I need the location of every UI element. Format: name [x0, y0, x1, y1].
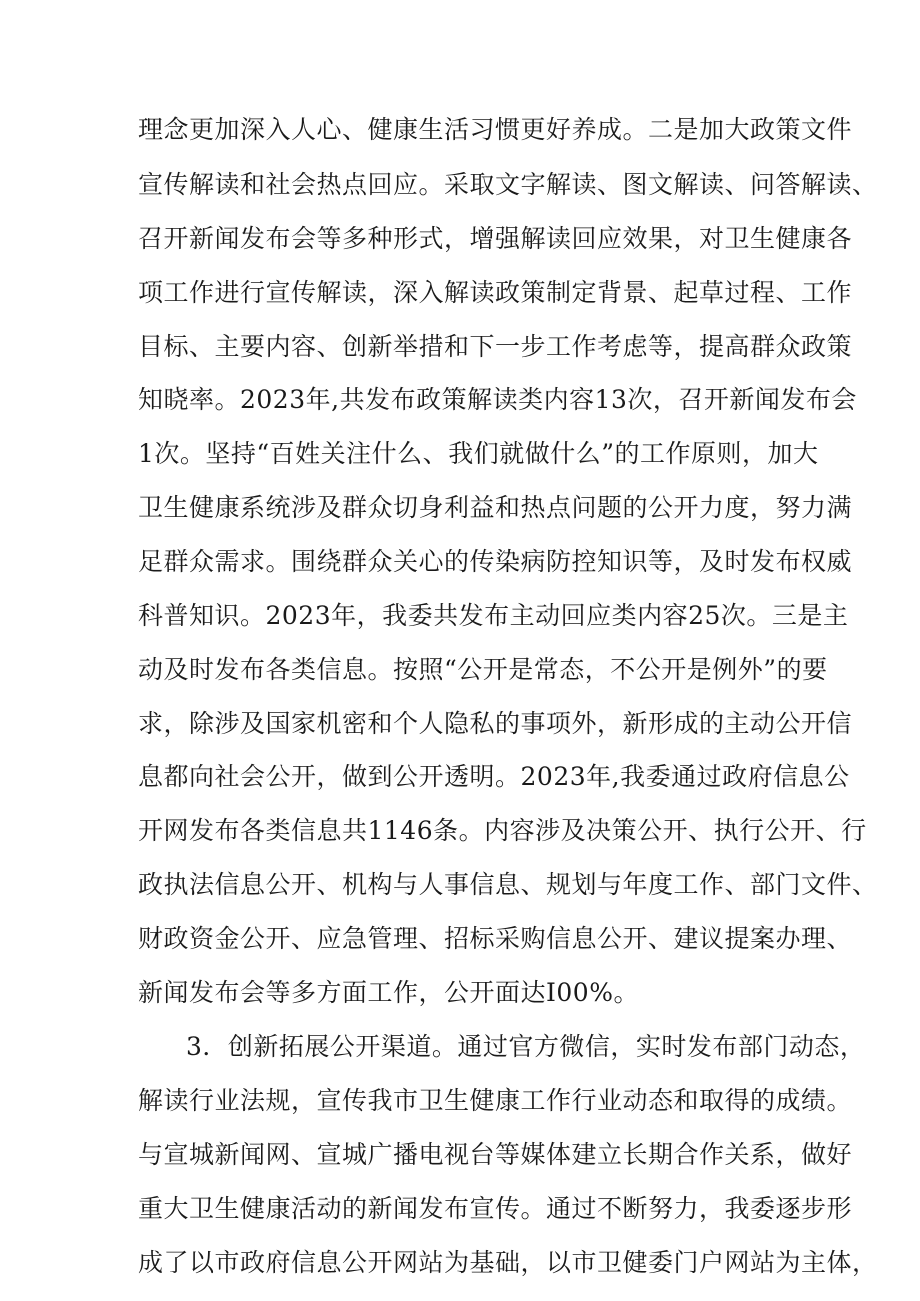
text-line: 知晓率。2023年,共发布政策解读类内容13次，召开新闻发布会 [138, 385, 857, 414]
paragraph-3-first-line: 3．创新拓展公开渠道。通过官方微信，实时发布部门动态， [186, 1032, 866, 1061]
text-line: 科普知识。2023年，我委共发布主动回应类内容25次。三是主 [138, 601, 849, 630]
text-line: 开网发布各类信息共1146条。内容涉及决策公开、执行公开、行 [138, 816, 867, 845]
text-line: 足群众需求。围绕群众关心的传染病防控知识等，及时发布权威 [138, 547, 853, 576]
text-line: 重大卫生健康活动的新闻发布宣传。通过不断努力，我委逐步形 [138, 1194, 853, 1223]
text-line: 宣传解读和社会热点回应。采取文字解读、图文解读、问答解读、 [138, 170, 878, 199]
text-line: 与宣城新闻网、宣城广播电视台等媒体建立长期合作关系，做好 [138, 1140, 853, 1169]
text-line: 财政资金公开、应急管理、招标采购信息公开、建议提案办理、 [138, 924, 853, 953]
text-line: 项工作进行宣传解读，深入解读政策制定背景、起草过程、工作 [138, 278, 853, 307]
text-line: 息都向社会公开，做到公开透明。2023年,我委通过政府信息公 [138, 762, 850, 791]
text-line: 政执法信息公开、机构与人事信息、规划与年度工作、部门文件、 [138, 870, 878, 899]
text-line: 1次。坚持“百姓关注什么、我们就做什么”的工作原则，加大 [138, 439, 819, 468]
text-line: 理念更加深入人心、健康生活习惯更好养成。二是加大政策文件 [138, 115, 853, 144]
text-line: 解读行业法规，宣传我市卫生健康工作行业动态和取得的成绩。 [138, 1086, 853, 1115]
text-line: 新闻发布会等多方面工作，公开面达I00%。 [138, 978, 639, 1007]
text-line: 动及时发布各类信息。按照“公开是常态，不公开是例外”的要 [138, 655, 828, 684]
text-line: 目标、主要内容、创新举措和下一步工作考虑等，提高群众政策 [138, 332, 853, 361]
text-line: 召开新闻发布会等多种形式，增强解读回应效果，对卫生健康各 [138, 224, 853, 253]
text-line: 成了以市政府信息公开网站为基础，以市卫健委门户网站为主体， [138, 1248, 878, 1277]
text-line: 求，除涉及国家机密和个人隐私的事项外，新形成的主动公开信 [138, 709, 853, 738]
text-line: 卫生健康系统涉及群众切身利益和热点问题的公开力度，努力满 [138, 493, 853, 522]
